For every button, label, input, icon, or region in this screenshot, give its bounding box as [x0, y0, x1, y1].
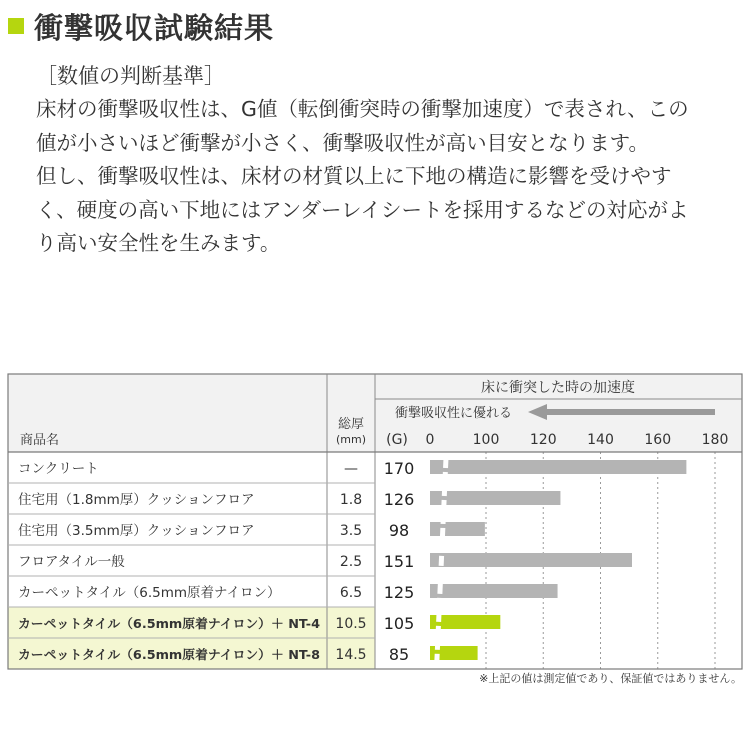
tick-label: 0 [425, 432, 435, 448]
criteria-title: ［数値の判断基準］ [36, 64, 225, 88]
product-name: 住宅用（1.8mm厚）クッションフロア [18, 492, 255, 508]
tick-label: 140 [587, 432, 614, 448]
product-name: フロアタイル一般 [18, 554, 125, 570]
thickness-value: 2.5 [339, 554, 363, 570]
data-label: 98 [388, 521, 410, 540]
bar [430, 553, 632, 567]
tick-label: 120 [529, 432, 557, 448]
direction-arrow-shaft [545, 409, 715, 415]
thickness-column-header: 総厚 [337, 417, 365, 432]
thickness-unit-label: (mm) [335, 433, 367, 446]
tick-label: 100 [472, 432, 500, 448]
thickness-value: 3.5 [339, 523, 363, 539]
value-unit-label: (G) [386, 432, 408, 448]
bar [430, 491, 560, 505]
thickness-value: 10.5 [335, 616, 367, 632]
data-label: 105 [383, 614, 415, 633]
thickness-value: 1.8 [339, 492, 363, 508]
product-name: 住宅用（3.5mm厚）クッションフロア [18, 523, 255, 539]
product-name: カーペットタイル（6.5mm原着ナイロン）＋ NT-8 [18, 647, 321, 662]
product-name: コンクリート [18, 461, 99, 477]
bar [430, 460, 686, 474]
criteria-paragraph-1: 床材の衝撃吸収性は、G値（転倒衝突時の衝撃加速度）で表され、この値が小さいほど衝撃が小さく、衝撃吸収性が高い目安となります。 [36, 97, 689, 155]
thickness-value: — [344, 461, 358, 477]
tick-label: 180 [701, 432, 729, 448]
product-name: カーペットタイル（6.5mm原着ナイロン） [18, 585, 281, 601]
axis-title: 床に衝突した時の加速度 [481, 380, 635, 396]
footnote: ※上記の値は測定値であり、保証値ではありません。 [479, 672, 742, 685]
data-label: 170 [383, 459, 415, 478]
tick-label: 160 [644, 432, 672, 448]
direction-label: 衝撃吸収性に優れる [395, 406, 513, 421]
data-label: 126 [383, 490, 415, 509]
page-title: 衝撃吸収試験結果 [34, 10, 275, 45]
thickness-value: 14.5 [335, 647, 367, 663]
criteria-paragraph-2: 但し、衝撃吸収性は、床材の材質以上に下地の構造に影響を受けやすく、硬度の高い下地にはアンダーレイシートを採用するなどの対応がより高い安全性を生みます。 [36, 164, 689, 255]
thickness-value: 6.5 [339, 585, 363, 601]
data-label: 85 [388, 645, 410, 664]
bar [430, 584, 558, 598]
data-label: 125 [383, 583, 415, 602]
product-column-header: 商品名 [20, 433, 60, 448]
product-name: カーペットタイル（6.5mm原着ナイロン）＋ NT-4 [18, 616, 321, 631]
bar [430, 522, 485, 536]
data-label: 151 [383, 552, 415, 571]
